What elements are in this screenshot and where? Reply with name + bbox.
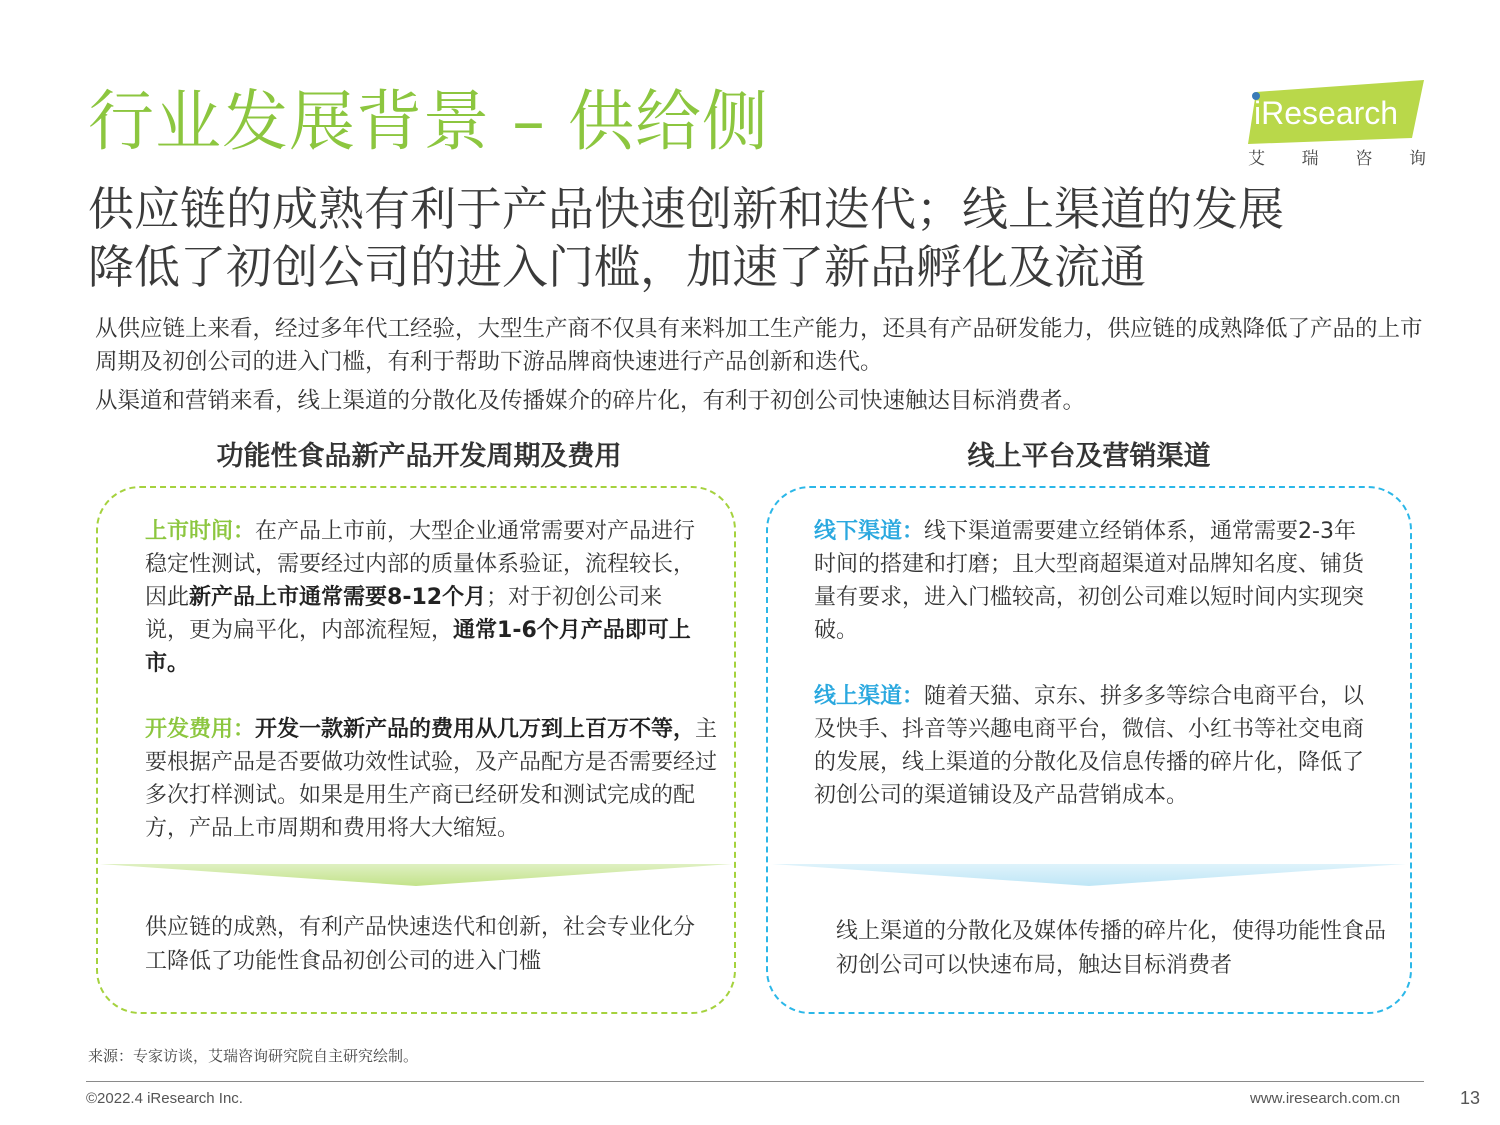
logo-cn-char: 咨 [1355, 149, 1375, 169]
launch-time-text-1: 在产品上市前，大型企业通常需要对产品进行稳定性测试，需要经过内部的质量体系验证，流程较长，因此 [145, 519, 696, 610]
online-channel-label: 线上渠道： [814, 684, 925, 709]
launch-time-bold-1: 新产品上市通常需要8-12个月 [189, 585, 487, 610]
right-column-title: 线上平台及营销渠道 [967, 441, 1211, 472]
logo-cn-char: 艾 [1248, 149, 1267, 169]
source-note: 来源：专家访谈，艾瑞咨询研究院自主研究绘制。 [88, 1047, 419, 1065]
dev-cost-bold: 开发一款新产品的费用从几万到上百万不等， [255, 717, 696, 742]
intro-paragraph-2 [95, 385, 1425, 418]
left-divider-arrow [100, 862, 732, 888]
left-section-dev-cost [145, 713, 720, 845]
online-channel-text: 随着天猫、京东、拼多多等综合电商平台，以及快手、抖音等兴趣电商平台，微信、小红书等社交电商的发展，线上渠道的分散化及信息传播的碎片化，降低了初创公司的渠道铺设及产品营销成本。 [814, 684, 1365, 808]
footer-divider [86, 1081, 1424, 1082]
footer-copyright: ©2022.4 iResearch Inc. [86, 1090, 243, 1107]
logo-cn-text [1248, 144, 1428, 169]
footer-website[interactable]: www.iresearch.com.cn [1250, 1090, 1401, 1107]
right-divider-arrow [772, 862, 1406, 888]
intro-paragraph-1 [95, 313, 1425, 379]
left-conclusion: 供应链的成熟，有利产品快速迭代和创新，社会专业化分工降低了功能性食品初创公司的进入门槛 [145, 915, 696, 974]
right-conclusion: 线上渠道的分散化及媒体传播的碎片化，使得功能性食品初创公司可以快速布局，触达目标消费者 [836, 919, 1387, 978]
headline-line-1: 供应链的成熟有利于产品快速创新和迭代；线上渠道的发展 [88, 182, 1284, 236]
dev-cost-text: 主要根据产品是否要做功效性试验，及产品配方是否需要经过多次打样测试。如果是用生产商已经研发和测试完成的配方，产品上市周期和费用将大大缩短。 [145, 717, 718, 841]
launch-time-bold-2: 通常1-6个月产品即可上市。 [145, 618, 691, 676]
left-column-title: 功能性食品新产品开发周期及费用 [216, 441, 622, 472]
intro-text-2: 从渠道和营销来看，线上渠道的分散化及传播媒介的碎片化，有利于初创公司快速触达目标消费者。 [95, 388, 1086, 414]
right-section-offline [814, 515, 1374, 647]
left-section-launch-time [145, 515, 705, 680]
offline-channel-text: 线下渠道需要建立经销体系，通常需要2-3年时间的搭建和打磨；且大型商超渠道对品牌知名度、铺货量有要求，进入门槛较高，初创公司难以短时间内实现突破。 [814, 519, 1365, 643]
offline-channel-label: 线下渠道： [814, 519, 925, 544]
launch-time-text-2: ；对于初创公司来说，更为扁平化，内部流程短， [145, 585, 663, 643]
right-section-online [814, 680, 1379, 812]
logo-badge [1240, 80, 1430, 144]
headline-line-2: 降低了初创公司的进入门槛，加速了新品孵化及流通 [88, 240, 1146, 294]
intro-text-1: 从供应链上来看，经过多年代工经验，大型生产商不仅具有来料加工生产能力，还具有产品研发能力，供应链的成熟降低了产品的上市周期及初创公司的进入门槛，有利于帮助下游品牌商快速进行产品创新和迭代。 [95, 316, 1423, 375]
dev-cost-label: 开发费用： [145, 717, 256, 742]
logo-cn-char: 询 [1408, 149, 1428, 169]
launch-time-label: 上市时间： [145, 519, 256, 544]
page-title: 行业发展背景 – 供给侧 [88, 83, 769, 160]
page-number: 13 [1460, 1088, 1481, 1108]
logo-brand-text: iResearch [1254, 95, 1399, 131]
iresearch-logo [1240, 80, 1430, 170]
headline [88, 180, 1428, 296]
logo-cn-char: 瑞 [1301, 149, 1321, 169]
